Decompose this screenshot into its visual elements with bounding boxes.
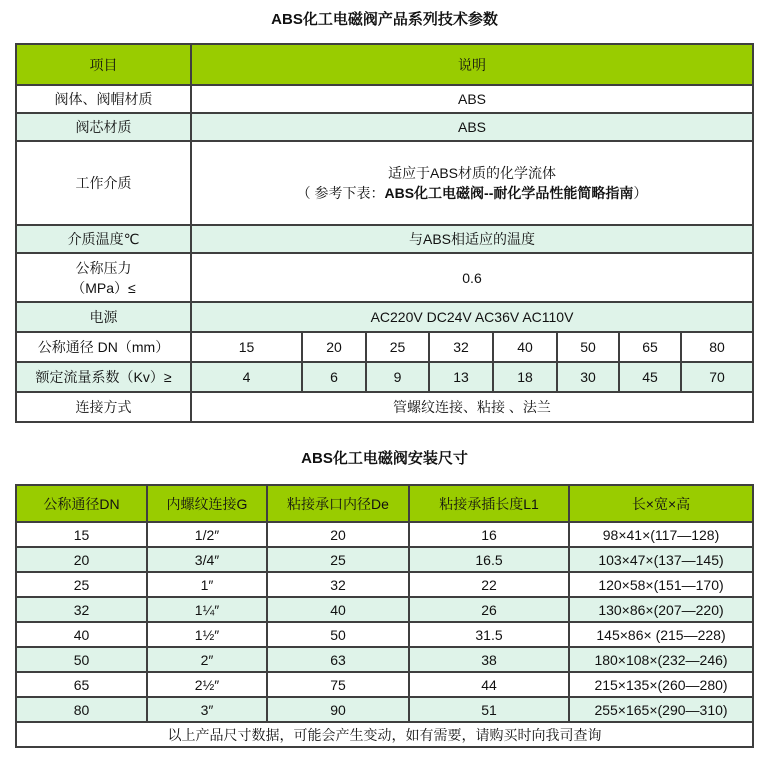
dim-cell: 16 [409,522,569,547]
line2-guide-name: ABS化工电磁阀--耐化学品性能简略指南 [384,185,634,201]
param-label-cell: 阀芯材质 [16,113,191,141]
dim-row [16,597,753,622]
dn-value-cell: 32 [429,332,493,362]
param-label-cell: 连接方式 [16,392,191,422]
dim-cell: 130×86×(207—220) [569,597,753,622]
dn-value-cell: 25 [366,332,429,362]
kv-value-cell: 18 [493,362,557,392]
line2-prefix: （ 参考下表： [296,185,385,201]
dim-cell: 3″ [147,697,267,722]
dn-value-cell: 50 [557,332,619,362]
kv-value-cell: 6 [302,362,366,392]
param-label-cell: 介质温度℃ [16,225,191,253]
table2-title: ABS化工电磁阀安装尺寸 [301,450,468,467]
dn-value-cell: 40 [493,332,557,362]
dim-cell: 16.5 [409,547,569,572]
dim-cell: 255×165×(290—310) [569,697,753,722]
working-medium-line1: 适应于ABS材质的化学流体 [387,165,556,181]
dn-value-cell: 65 [619,332,681,362]
table-footer-row [16,722,753,747]
dim-cell: 65 [16,672,147,697]
row-core-material [16,113,753,141]
kv-value-cell: 45 [619,362,681,392]
dim-cell: 90 [267,697,409,722]
dim-cell: 32 [16,597,147,622]
param-value-cell: ABS [191,113,753,141]
dim-cell: 180×108×(232—246) [569,647,753,672]
dim-cell: 26 [409,597,569,622]
dim-cell: 98×41×(117—128) [569,522,753,547]
param-label-cell: 电源 [16,302,191,332]
dim-cell: 15 [16,522,147,547]
dn-value-cell: 20 [302,332,366,362]
param-label-cell: 工作介质 [16,141,191,225]
param-label-cell: 额定流量系数（Kv）≥ [16,362,191,392]
dim-cell: 1½″ [147,622,267,647]
dim-row [16,672,753,697]
dn-value-cell: 80 [681,332,753,362]
kv-value-cell: 30 [557,362,619,392]
dim-cell: 1/2″ [147,522,267,547]
header-socket-cell: 粘接承口内径De [267,485,409,522]
dim-cell: 40 [16,622,147,647]
dim-row [16,572,753,597]
dim-cell: 75 [267,672,409,697]
footer-note-cell: 以上产品尺寸数据，可能会产生变动，如有需要，请购买时向我司查询 [16,722,753,747]
dim-cell: 3/4″ [147,547,267,572]
dim-cell: 50 [267,622,409,647]
row-kv [16,362,753,392]
dim-cell: 50 [16,647,147,672]
kv-value-cell: 4 [191,362,302,392]
header-lwh-cell: 长×宽×高 [569,485,753,522]
dim-cell: 40 [267,597,409,622]
row-dn [16,332,753,362]
dim-row [16,622,753,647]
param-label-cell [16,253,191,302]
header-thread-cell: 内螺纹连接G [147,485,267,522]
pressure-label-line2: （MPa）≤ [71,279,136,296]
dim-cell: 63 [267,647,409,672]
param-value-cell: 管螺纹连接、粘接 、法兰 [191,392,753,422]
param-label-cell: 阀体、阀帽材质 [16,85,191,113]
dim-cell: 103×47×(137—145) [569,547,753,572]
dim-cell: 20 [16,547,147,572]
param-value-cell: ABS [191,85,753,113]
dim-row [16,647,753,672]
dim-cell: 2″ [147,647,267,672]
param-value-cell: 0.6 [191,253,753,302]
header-item-cell: 项目 [16,44,191,85]
kv-value-cell: 13 [429,362,493,392]
table1-title: ABS化工电磁阀产品系列技术参数 [271,11,498,28]
dim-cell: 51 [409,697,569,722]
table-header-row [16,44,753,85]
header-dn-cell: 公称通径DN [16,485,147,522]
table-header-row [16,485,753,522]
kv-value-cell: 9 [366,362,429,392]
param-value-cell [191,141,753,225]
dim-cell: 22 [409,572,569,597]
param-value-cell: AC220V DC24V AC36V AC110V [191,302,753,332]
working-medium-line2 [194,183,750,203]
dim-cell: 32 [267,572,409,597]
row-pressure [16,253,753,302]
dim-cell: 44 [409,672,569,697]
install-dimensions-table [15,484,754,748]
dim-cell: 120×58×(151—170) [569,572,753,597]
param-value-cell: 与ABS相适应的温度 [191,225,753,253]
dim-cell: 1″ [147,572,267,597]
dim-cell: 2½″ [147,672,267,697]
row-medium-temp [16,225,753,253]
dim-cell: 31.5 [409,622,569,647]
dim-cell: 1¼″ [147,597,267,622]
header-desc-cell: 说明 [191,44,753,85]
row-power [16,302,753,332]
dim-cell: 25 [267,547,409,572]
tech-params-table [15,43,754,423]
kv-value-cell: 70 [681,362,753,392]
pressure-label-line1: 公称压力 [75,259,132,276]
dim-cell: 215×135×(260—280) [569,672,753,697]
row-connection [16,392,753,422]
dim-cell: 145×86× (215—228) [569,622,753,647]
dim-row [16,522,753,547]
dim-cell: 38 [409,647,569,672]
dim-cell: 20 [267,522,409,547]
header-insert-cell: 粘接承插长度L1 [409,485,569,522]
row-working-medium [16,141,753,225]
dim-cell: 25 [16,572,147,597]
param-label-cell: 公称通径 DN（mm） [16,332,191,362]
row-body-material [16,85,753,113]
line2-suffix: ） [633,185,648,201]
dim-row [16,547,753,572]
dn-value-cell: 15 [191,332,302,362]
dim-cell: 80 [16,697,147,722]
dim-row [16,697,753,722]
